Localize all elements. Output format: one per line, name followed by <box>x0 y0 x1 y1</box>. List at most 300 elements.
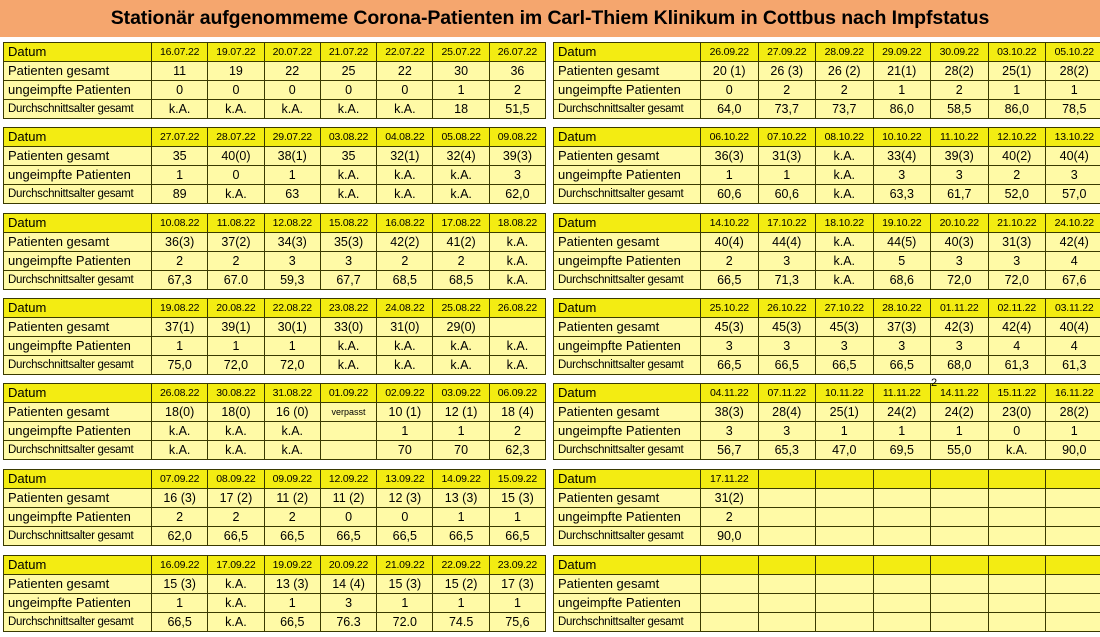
date-cell: 14.10.22 <box>701 214 759 233</box>
value-cell: 62,3 <box>489 441 545 460</box>
value-cell: k.A. <box>816 166 874 185</box>
value-cell: 66,5 <box>264 613 320 632</box>
value-cell: 32(4) <box>433 147 489 166</box>
date-cell: 31.08.22 <box>264 384 320 403</box>
date-cell <box>988 470 1046 489</box>
table-row <box>4 185 546 204</box>
date-cell: 20.08.22 <box>208 299 264 318</box>
value-cell: 15 (3) <box>152 575 208 594</box>
table-row <box>554 271 1100 290</box>
value-cell: 55,0 <box>931 441 989 460</box>
value-cell: k.A. <box>433 356 489 375</box>
value-cell: 28(2) <box>931 62 989 81</box>
table-row <box>554 62 1100 81</box>
value-cell: 3 <box>489 166 545 185</box>
value-cell <box>873 575 931 594</box>
date-cell: 27.10.22 <box>816 299 874 318</box>
value-cell: 40(4) <box>1046 318 1100 337</box>
value-cell <box>931 489 989 508</box>
date-cell: 29.09.22 <box>873 43 931 62</box>
table-row <box>554 337 1100 356</box>
value-cell: 18 (4) <box>489 403 545 422</box>
table-row <box>554 100 1100 119</box>
date-cell <box>758 556 816 575</box>
value-cell: k.A. <box>320 185 376 204</box>
value-cell: 76.3 <box>320 613 376 632</box>
value-cell: 66,5 <box>701 271 759 290</box>
value-cell <box>758 594 816 613</box>
row-label: Durchschnittsalter gesamt <box>4 356 152 375</box>
value-cell: k.A. <box>208 185 264 204</box>
value-cell: 3 <box>873 166 931 185</box>
value-cell: 31(3) <box>758 147 816 166</box>
value-cell: 1 <box>988 81 1046 100</box>
value-cell: 11 <box>152 62 208 81</box>
value-cell: 1 <box>873 422 931 441</box>
date-cell: 12.09.22 <box>320 470 376 489</box>
value-cell: 1 <box>1046 81 1100 100</box>
value-cell: 14 (4) <box>320 575 376 594</box>
value-cell: 36(3) <box>701 147 759 166</box>
value-cell: 3 <box>1046 166 1100 185</box>
table-row <box>4 62 546 81</box>
value-cell: 3 <box>758 337 816 356</box>
value-cell: 52,0 <box>988 185 1046 204</box>
value-cell: 3 <box>701 337 759 356</box>
value-cell: 22 <box>377 62 433 81</box>
value-cell: k.A. <box>264 441 320 460</box>
row-label: ungeimpfte Patienten <box>554 81 701 100</box>
value-cell: 45(3) <box>816 318 874 337</box>
value-cell: k.A. <box>489 271 545 290</box>
value-cell: 70 <box>433 441 489 460</box>
value-cell: k.A. <box>489 337 545 356</box>
row-label: Patienten gesamt <box>4 489 152 508</box>
value-cell: 90,0 <box>701 527 759 546</box>
table-row <box>4 403 546 422</box>
value-cell: k.A. <box>208 613 264 632</box>
value-cell: 56,7 <box>701 441 759 460</box>
value-cell: 89 <box>152 185 208 204</box>
value-cell: 12 (3) <box>377 489 433 508</box>
value-cell: k.A. <box>152 100 208 119</box>
date-cell <box>1046 470 1100 489</box>
value-cell <box>988 489 1046 508</box>
table-row <box>554 489 1100 508</box>
header-row <box>4 556 546 575</box>
value-cell <box>320 441 376 460</box>
row-label: ungeimpfte Patienten <box>554 422 701 441</box>
value-cell <box>816 489 874 508</box>
row-label: ungeimpfte Patienten <box>554 337 701 356</box>
row-label: Datum <box>4 384 152 403</box>
value-cell: 0 <box>320 508 376 527</box>
value-cell: 40(4) <box>701 233 759 252</box>
value-cell: 11 (2) <box>320 489 376 508</box>
data-table <box>3 383 546 460</box>
row-label: Datum <box>4 556 152 575</box>
table-row <box>554 508 1100 527</box>
table-row <box>4 337 546 356</box>
value-cell: k.A. <box>816 233 874 252</box>
row-label: Durchschnittsalter gesamt <box>554 356 701 375</box>
date-cell <box>873 470 931 489</box>
data-table <box>553 127 1100 204</box>
value-cell: 1 <box>489 508 545 527</box>
date-cell: 17.11.22 <box>701 470 759 489</box>
date-cell: 26.07.22 <box>489 43 545 62</box>
value-cell: 78,5 <box>1046 100 1100 119</box>
row-label: Datum <box>554 556 701 575</box>
value-cell: 1 <box>931 422 989 441</box>
date-cell: 22.08.22 <box>264 299 320 318</box>
data-table <box>3 42 546 119</box>
value-cell <box>931 613 989 632</box>
date-cell: 28.10.22 <box>873 299 931 318</box>
value-cell: 2 <box>816 81 874 100</box>
value-cell: 17 (2) <box>208 489 264 508</box>
value-cell: 2 <box>208 252 264 271</box>
value-cell: 24(2) <box>931 403 989 422</box>
row-label: Patienten gesamt <box>554 62 701 81</box>
value-cell: 31(0) <box>377 318 433 337</box>
date-cell: 12.10.22 <box>988 128 1046 147</box>
date-cell <box>1046 556 1100 575</box>
value-cell <box>816 594 874 613</box>
page-title: Stationär aufgenommeme Corona-Patienten im Carl-Thiem Klinikum in Cottbus nach Impfstatus <box>110 7 990 29</box>
table-row <box>4 81 546 100</box>
value-cell: 2 <box>701 252 759 271</box>
date-cell: 19.10.22 <box>873 214 931 233</box>
value-cell: 60,6 <box>701 185 759 204</box>
value-cell: k.A. <box>816 271 874 290</box>
value-cell: 66,5 <box>489 527 545 546</box>
value-cell: k.A. <box>320 166 376 185</box>
table-row <box>554 441 1100 460</box>
date-cell: 17.10.22 <box>758 214 816 233</box>
value-cell: 1 <box>433 508 489 527</box>
table-row <box>554 403 1100 422</box>
date-cell: 20.09.22 <box>320 556 376 575</box>
row-label: Datum <box>554 128 701 147</box>
value-cell: 62,0 <box>489 185 545 204</box>
date-cell: 26.10.22 <box>758 299 816 318</box>
row-label: Durchschnittsalter gesamt <box>554 441 701 460</box>
value-cell: k.A. <box>320 100 376 119</box>
table-row <box>554 81 1100 100</box>
value-cell: 33(4) <box>873 147 931 166</box>
date-cell: 20.07.22 <box>264 43 320 62</box>
value-cell <box>988 613 1046 632</box>
date-cell: 23.09.22 <box>489 556 545 575</box>
value-cell: 71,3 <box>758 271 816 290</box>
table-row <box>4 356 546 375</box>
row-label: ungeimpfte Patienten <box>554 252 701 271</box>
value-cell: 69,5 <box>873 441 931 460</box>
value-cell: 11 (2) <box>264 489 320 508</box>
value-cell: k.A. <box>433 337 489 356</box>
table-row <box>4 422 546 441</box>
header-row <box>554 128 1100 147</box>
date-cell: 01.09.22 <box>320 384 376 403</box>
date-cell: 12.08.22 <box>264 214 320 233</box>
value-cell: 3 <box>758 422 816 441</box>
data-table <box>3 213 546 290</box>
value-cell: 2 <box>433 252 489 271</box>
date-cell <box>873 556 931 575</box>
row-label: ungeimpfte Patienten <box>4 422 152 441</box>
value-cell: 63,3 <box>873 185 931 204</box>
value-cell <box>758 508 816 527</box>
value-cell: k.A. <box>208 575 264 594</box>
value-cell: 0 <box>264 81 320 100</box>
value-cell <box>873 489 931 508</box>
date-cell: 24.10.22 <box>1046 214 1100 233</box>
value-cell: 1 <box>758 166 816 185</box>
value-cell: k.A. <box>208 594 264 613</box>
value-cell: 37(2) <box>208 233 264 252</box>
value-cell: 1 <box>264 594 320 613</box>
date-cell: 08.10.22 <box>816 128 874 147</box>
date-cell: 05.10.22 <box>1046 43 1100 62</box>
table-row <box>554 594 1100 613</box>
value-cell: k.A. <box>208 422 264 441</box>
value-cell: 3 <box>264 252 320 271</box>
value-cell: k.A. <box>489 252 545 271</box>
data-table <box>553 42 1100 119</box>
value-cell: 37(1) <box>152 318 208 337</box>
value-cell: 2 <box>152 508 208 527</box>
row-label: Patienten gesamt <box>4 575 152 594</box>
date-cell <box>816 556 874 575</box>
header-row <box>554 299 1100 318</box>
row-label: Patienten gesamt <box>554 575 701 594</box>
table-row <box>4 233 546 252</box>
value-cell: k.A. <box>377 166 433 185</box>
value-cell: 37(3) <box>873 318 931 337</box>
date-cell: 19.08.22 <box>152 299 208 318</box>
date-cell: 23.08.22 <box>320 299 376 318</box>
date-cell <box>758 470 816 489</box>
value-cell <box>816 575 874 594</box>
value-cell: 2 <box>489 422 545 441</box>
value-cell: k.A. <box>433 166 489 185</box>
value-cell: 72,0 <box>988 271 1046 290</box>
value-cell: 24(2) <box>873 403 931 422</box>
row-label: Durchschnittsalter gesamt <box>4 100 152 119</box>
value-cell: 86,0 <box>988 100 1046 119</box>
value-cell <box>701 575 759 594</box>
value-cell <box>1046 594 1100 613</box>
value-cell: 0 <box>208 166 264 185</box>
value-cell: 1 <box>377 422 433 441</box>
value-cell <box>489 318 545 337</box>
value-cell: 16 (3) <box>152 489 208 508</box>
value-cell: 3 <box>931 166 989 185</box>
value-cell: 18(0) <box>208 403 264 422</box>
value-cell: 4 <box>988 337 1046 356</box>
row-label: Durchschnittsalter gesamt <box>4 441 152 460</box>
value-cell: 38(3) <box>701 403 759 422</box>
value-cell: 67,7 <box>320 271 376 290</box>
value-cell: 31(2) <box>701 489 759 508</box>
value-cell: 61,3 <box>1046 356 1100 375</box>
value-cell <box>701 613 759 632</box>
value-cell <box>758 575 816 594</box>
date-cell: 15.09.22 <box>489 470 545 489</box>
value-cell: 28(2) <box>1046 62 1100 81</box>
value-cell: 2 <box>701 508 759 527</box>
row-label: Durchschnittsalter gesamt <box>554 100 701 119</box>
value-cell: 25 <box>320 62 376 81</box>
value-cell: 1 <box>816 422 874 441</box>
value-cell: 26 (2) <box>816 62 874 81</box>
table-row <box>554 166 1100 185</box>
value-cell: k.A. <box>152 441 208 460</box>
value-cell: k.A. <box>377 100 433 119</box>
date-cell: 16.07.22 <box>152 43 208 62</box>
header-row <box>554 470 1100 489</box>
header-row <box>554 43 1100 62</box>
value-cell: 3 <box>758 252 816 271</box>
value-cell: 66,5 <box>377 527 433 546</box>
value-cell: 66,5 <box>701 356 759 375</box>
row-label: Durchschnittsalter gesamt <box>4 185 152 204</box>
value-cell: 1 <box>489 594 545 613</box>
value-cell <box>816 508 874 527</box>
header-row <box>4 43 546 62</box>
header-row <box>4 128 546 147</box>
value-cell: k.A. <box>433 185 489 204</box>
value-cell: 66,5 <box>758 356 816 375</box>
value-cell: 32(1) <box>377 147 433 166</box>
table-row <box>4 271 546 290</box>
value-cell: 0 <box>320 81 376 100</box>
value-cell: k.A. <box>816 185 874 204</box>
date-cell: 10.08.22 <box>152 214 208 233</box>
value-cell: 15 (2) <box>433 575 489 594</box>
value-cell: k.A. <box>377 356 433 375</box>
date-cell: 03.10.22 <box>988 43 1046 62</box>
date-cell: 28.09.22 <box>816 43 874 62</box>
value-cell: k.A. <box>377 185 433 204</box>
date-cell: 17.08.22 <box>433 214 489 233</box>
value-cell: 0 <box>377 81 433 100</box>
table-row <box>554 252 1100 271</box>
date-cell: 10.10.22 <box>873 128 931 147</box>
value-cell: 3 <box>931 337 989 356</box>
value-cell: 61,3 <box>988 356 1046 375</box>
date-cell: 24.08.22 <box>377 299 433 318</box>
value-cell: 66,5 <box>208 527 264 546</box>
value-cell: 63 <box>264 185 320 204</box>
value-cell: 62,0 <box>152 527 208 546</box>
table-row <box>4 613 546 632</box>
value-cell: 44(4) <box>758 233 816 252</box>
value-cell: 18 <box>433 100 489 119</box>
row-label: ungeimpfte Patienten <box>4 594 152 613</box>
row-label: Datum <box>4 214 152 233</box>
value-cell: 0 <box>377 508 433 527</box>
value-cell: 35 <box>320 147 376 166</box>
value-cell: 10 (1) <box>377 403 433 422</box>
value-cell: k.A. <box>152 422 208 441</box>
date-cell: 15.08.22 <box>320 214 376 233</box>
date-cell: 26.08.22 <box>152 384 208 403</box>
date-cell: 04.08.22 <box>377 128 433 147</box>
value-cell: 72.0 <box>377 613 433 632</box>
value-cell: k.A. <box>208 441 264 460</box>
table-row <box>554 318 1100 337</box>
date-cell: 11.10.22 <box>931 128 989 147</box>
table-row <box>4 489 546 508</box>
value-cell <box>988 508 1046 527</box>
row-label: ungeimpfte Patienten <box>4 508 152 527</box>
value-cell <box>816 613 874 632</box>
row-label: Patienten gesamt <box>4 147 152 166</box>
date-cell: 21.10.22 <box>988 214 1046 233</box>
value-cell: 3 <box>320 252 376 271</box>
header-row <box>554 384 1100 403</box>
value-cell: 25(1) <box>988 62 1046 81</box>
table-row <box>4 166 546 185</box>
date-cell: 25.10.22 <box>701 299 759 318</box>
value-cell: 2 <box>988 166 1046 185</box>
date-cell: 06.09.22 <box>489 384 545 403</box>
value-cell: 34(3) <box>264 233 320 252</box>
value-cell <box>988 594 1046 613</box>
value-cell <box>931 527 989 546</box>
row-label: Patienten gesamt <box>554 489 701 508</box>
date-cell: 21.07.22 <box>320 43 376 62</box>
value-cell: k.A. <box>489 233 545 252</box>
value-cell: 0 <box>988 422 1046 441</box>
date-cell: 20.10.22 <box>931 214 989 233</box>
row-label: Patienten gesamt <box>4 403 152 422</box>
value-cell: 0 <box>152 81 208 100</box>
date-cell: 09.09.22 <box>264 470 320 489</box>
date-cell: 13.10.22 <box>1046 128 1100 147</box>
date-cell: 03.08.22 <box>320 128 376 147</box>
date-cell: 03.09.22 <box>433 384 489 403</box>
value-cell <box>1046 575 1100 594</box>
date-cell: 28.07.22 <box>208 128 264 147</box>
value-cell: 75,6 <box>489 613 545 632</box>
value-cell: 28(4) <box>758 403 816 422</box>
value-cell <box>1046 613 1100 632</box>
date-cell: 07.10.22 <box>758 128 816 147</box>
row-label: Patienten gesamt <box>554 318 701 337</box>
value-cell: 66,5 <box>873 356 931 375</box>
value-cell <box>988 575 1046 594</box>
value-cell: 29(0) <box>433 318 489 337</box>
value-cell: 13 (3) <box>264 575 320 594</box>
value-cell: 26 (3) <box>758 62 816 81</box>
value-cell: 42(3) <box>931 318 989 337</box>
table-row <box>4 575 546 594</box>
value-cell: 68,5 <box>377 271 433 290</box>
value-cell: 1 <box>433 422 489 441</box>
value-cell: k.A. <box>208 100 264 119</box>
date-cell: 13.09.22 <box>377 470 433 489</box>
value-cell: 45(3) <box>758 318 816 337</box>
value-cell: 39(1) <box>208 318 264 337</box>
value-cell: 12 (1) <box>433 403 489 422</box>
row-label: Patienten gesamt <box>554 403 701 422</box>
date-cell: 26.08.22 <box>489 299 545 318</box>
value-cell <box>873 594 931 613</box>
value-cell: 2 <box>152 252 208 271</box>
